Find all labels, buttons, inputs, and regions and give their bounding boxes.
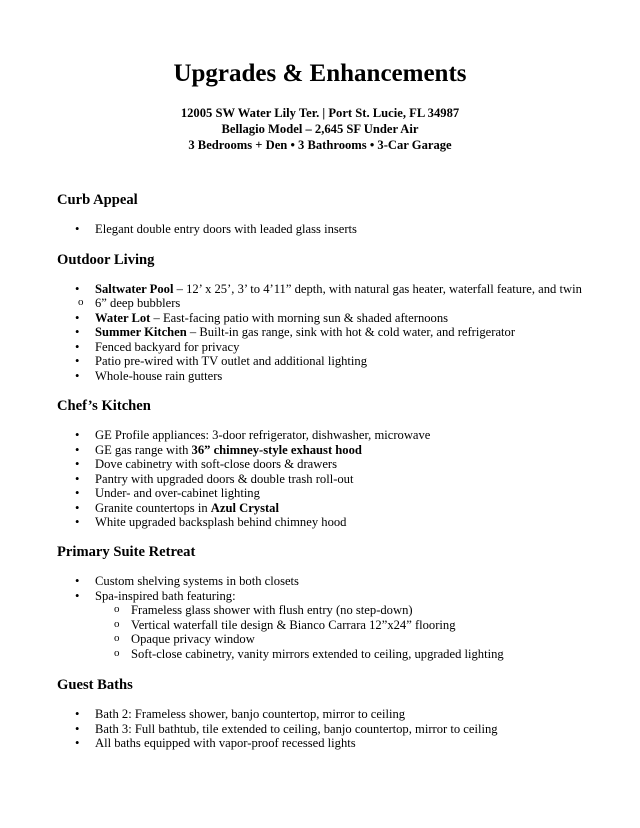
sub-list-item: o Vertical waterfall tile design & Bianco Carrara 12”x24” flooring [131, 618, 456, 633]
list-item [95, 282, 582, 297]
section-heading-guest-baths: Guest Baths [57, 677, 133, 693]
list-item [95, 325, 515, 340]
item-highlight: Saltwater Pool [95, 282, 174, 296]
item-text: – Built-in gas range, sink with hot & cold water, and refrigerator [186, 325, 516, 339]
list-item: • Bath 2: Frameless shower, banjo countertop, mirror to ceiling [95, 707, 405, 722]
item-highlight: Water Lot [95, 311, 151, 325]
page-title: Upgrades & Enhancements [173, 60, 467, 87]
section-heading-curb-appeal: Curb Appeal [57, 192, 138, 208]
section-heading-outdoor-living: Outdoor Living [57, 252, 155, 268]
item-text: GE gas range with [95, 443, 192, 457]
item-highlight: 36” chimney-style exhaust hood [191, 443, 362, 457]
property-rooms: 3 Bedrooms + Den • 3 Bathrooms • 3-Car Garage [188, 138, 452, 152]
section-heading-chefs-kitchen: Chef’s Kitchen [57, 398, 151, 414]
list-item [95, 443, 362, 458]
list-item-continuation [95, 296, 180, 311]
sub-list-item: o Opaque privacy window [131, 632, 255, 647]
item-text: – 12’ x 25’, 3’ to 4’11” depth, with natural gas heater, waterfall feature, and twin [173, 282, 582, 296]
property-address: 12005 SW Water Lily Ter. | Port St. Lucie, FL 34987 [180, 106, 460, 120]
sub-list-item: o Frameless glass shower with flush entry (no step-down) [131, 603, 413, 618]
list-item: • Spa-inspired bath featuring: [95, 589, 236, 604]
list-item: • GE Profile appliances: 3-door refrigerator, dishwasher, microwave [95, 428, 430, 443]
list-item: • Patio pre-wired with TV outlet and additional lighting [95, 354, 367, 369]
property-model: Bellagio Model – 2,645 SF Under Air [221, 122, 419, 136]
list-item: • Under- and over-cabinet lighting [95, 486, 260, 501]
item-text: Granite countertops in [95, 501, 211, 515]
list-item: • Fenced backyard for privacy [95, 340, 239, 355]
sub-list-item: o Soft-close cabinetry, vanity mirrors extended to ceiling, upgraded lighting [131, 647, 504, 662]
list-item: • Bath 3: Full bathtub, tile extended to ceiling, banjo countertop, mirror to ceiling [95, 722, 498, 737]
list-item: • Pantry with upgraded doors & double trash roll-out [95, 472, 353, 487]
list-item: • Elegant double entry doors with leaded glass inserts [95, 222, 357, 237]
list-item: • White upgraded backsplash behind chimney hood [95, 515, 346, 530]
list-item: • Whole-house rain gutters [95, 369, 222, 384]
item-highlight: Summer Kitchen [95, 325, 187, 339]
section-heading-primary-suite: Primary Suite Retreat [57, 544, 196, 560]
list-item: • Dove cabinetry with soft-close doors & drawers [95, 457, 337, 472]
item-text: 6” deep bubblers [95, 296, 181, 310]
item-highlight: Azul Crystal [210, 501, 279, 515]
list-item: • Custom shelving systems in both closets [95, 574, 299, 589]
item-text: – East-facing patio with morning sun & shaded afternoons [150, 311, 449, 325]
list-item [95, 311, 448, 326]
list-item: • All baths equipped with vapor-proof recessed lights [95, 736, 356, 751]
list-item [95, 501, 279, 516]
